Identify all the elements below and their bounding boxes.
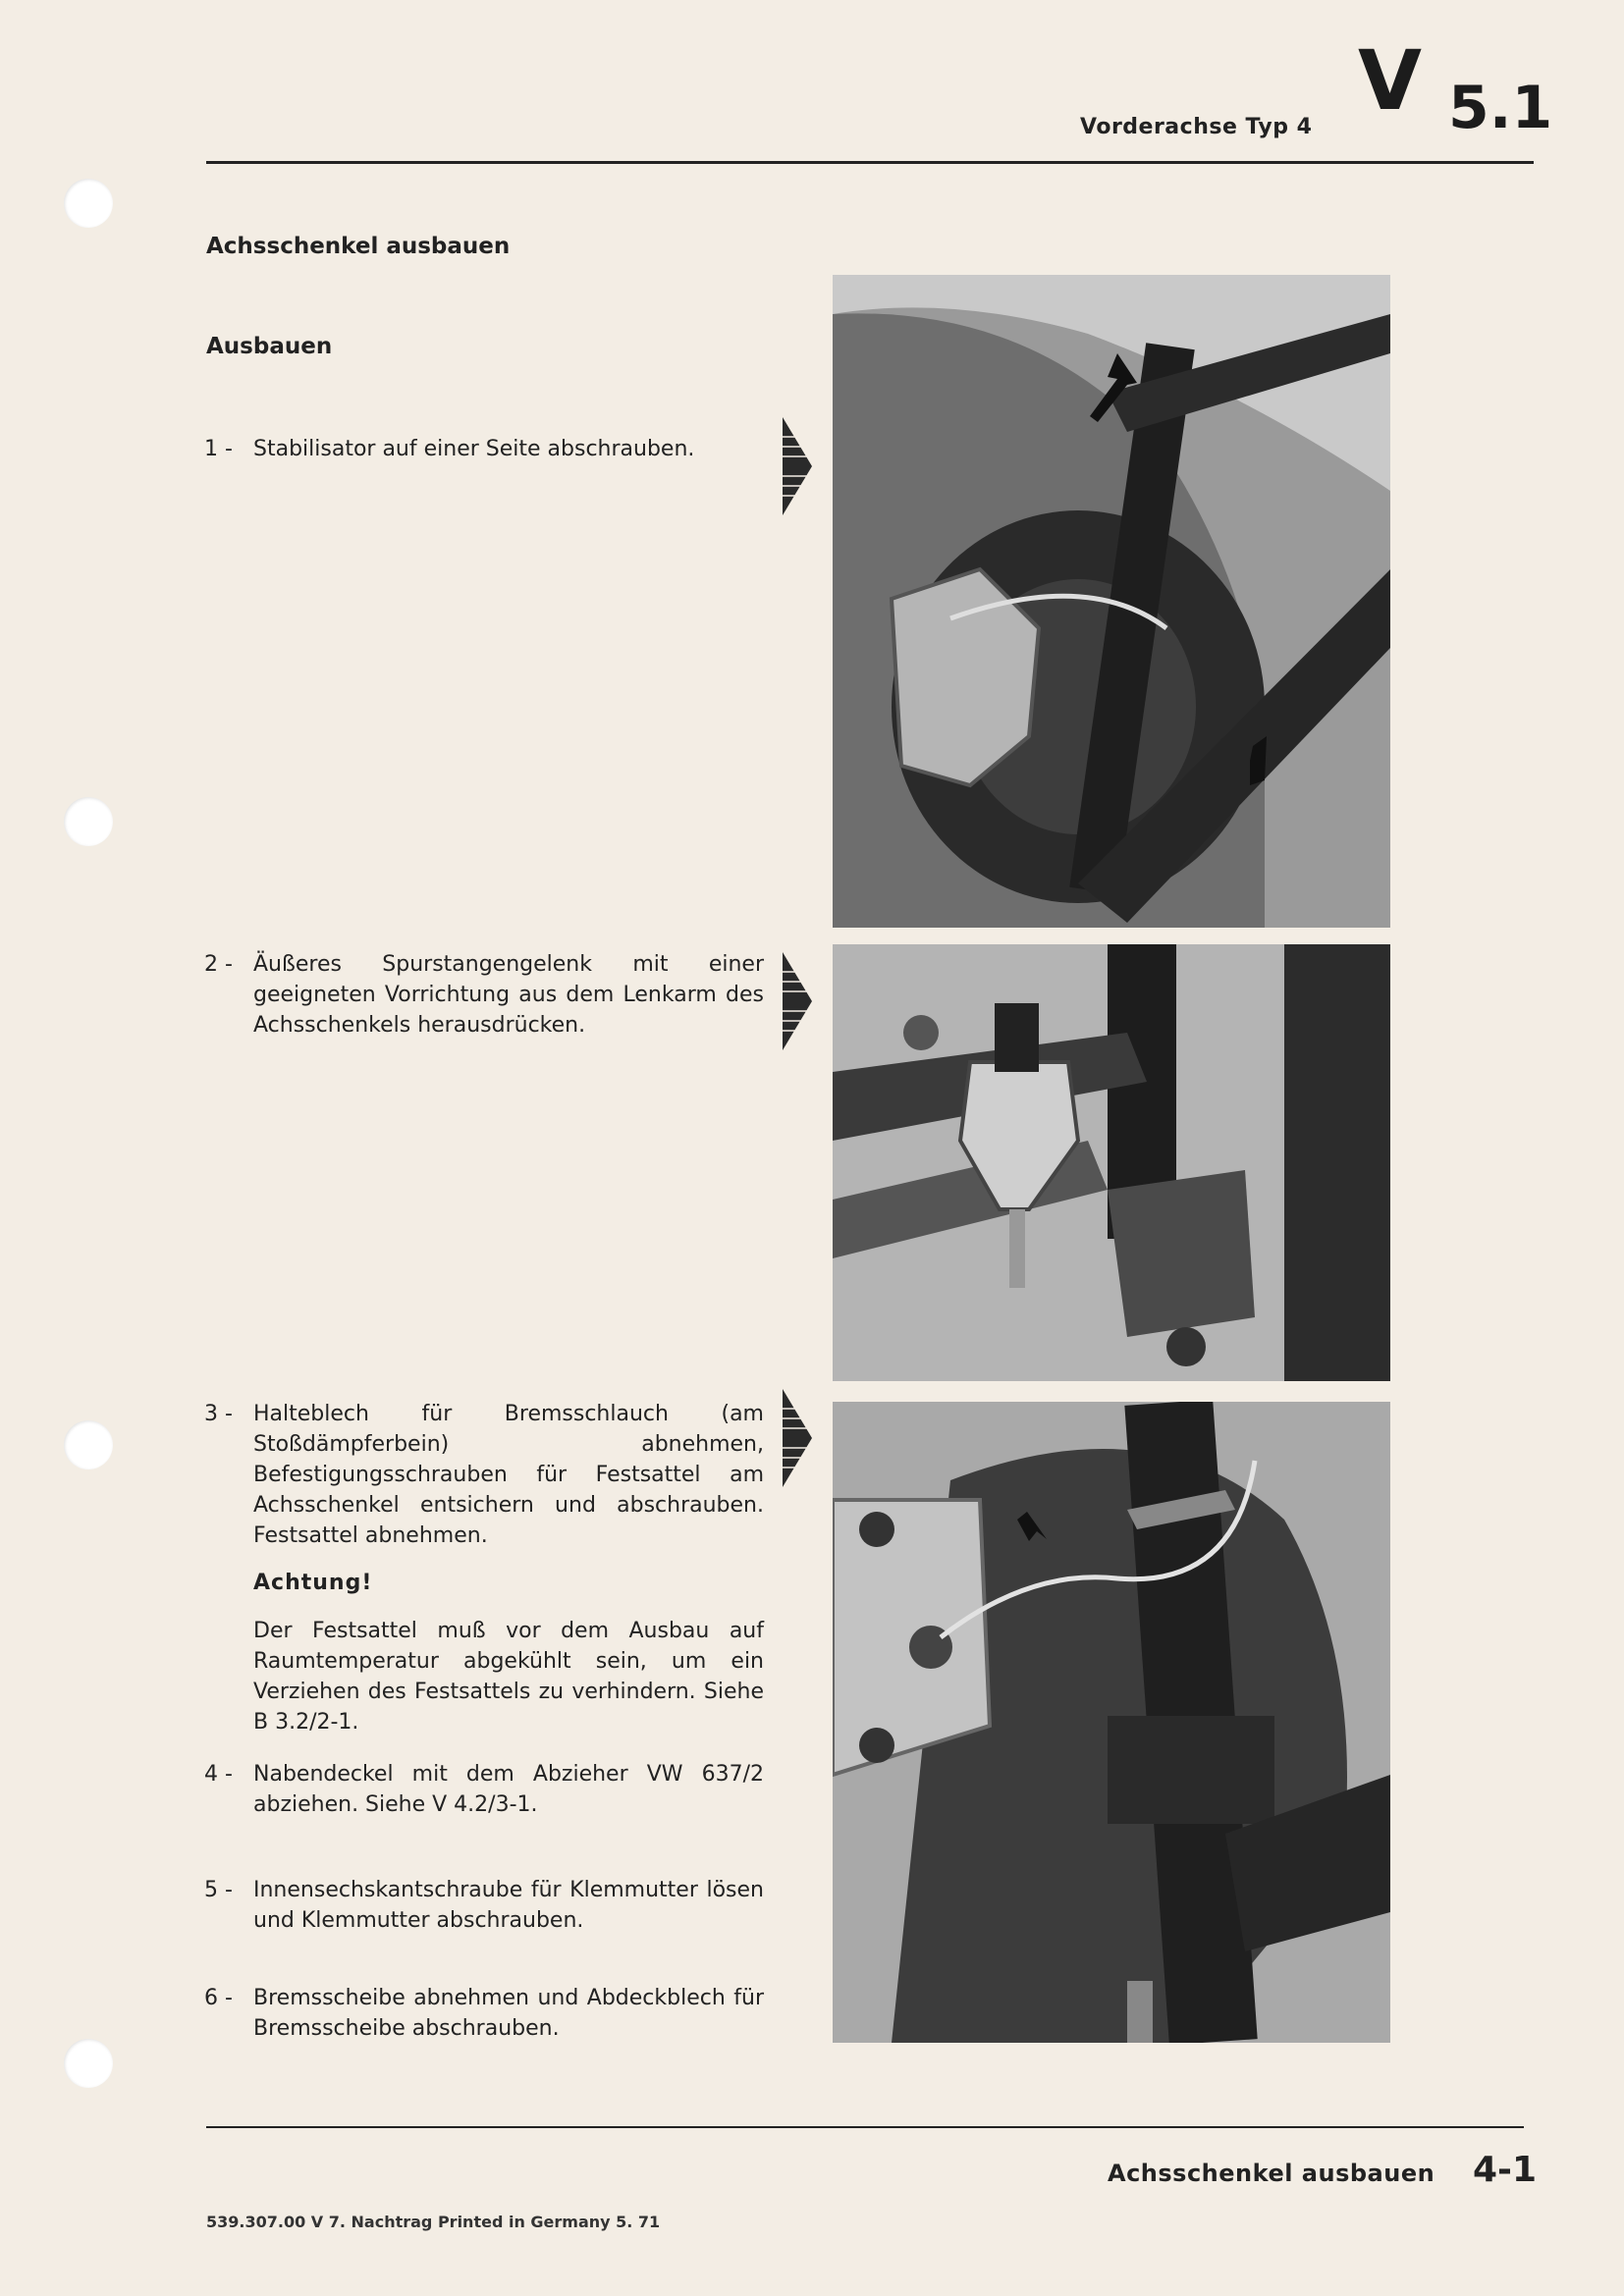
step-number: 2 - bbox=[204, 952, 233, 977]
section-number: 5.1 bbox=[1448, 74, 1553, 142]
footer-rule bbox=[206, 2126, 1524, 2128]
warning-title: Achtung! bbox=[253, 1571, 373, 1595]
step-1 bbox=[204, 434, 764, 464]
step-number: 5 - bbox=[204, 1878, 233, 1902]
pointer-arrow-icon bbox=[781, 417, 814, 515]
photo-brake-caliper bbox=[833, 1402, 1390, 2043]
step-number: 4 - bbox=[204, 1762, 233, 1787]
header-rule bbox=[206, 161, 1534, 164]
warning-text: Der Festsattel muß vor dem Ausbau auf Raumtemperatur abgekühlt sein, um ein Verziehen des Festsattels zu verhindern. Siehe B 3.2/2-1. bbox=[253, 1619, 764, 1735]
punch-hole bbox=[64, 797, 113, 846]
step-text: Bremsscheibe abnehmen und Abdeckblech für Bremsscheibe abschrauben. bbox=[253, 1986, 764, 2041]
step-text: Stabilisator auf einer Seite abschrauben. bbox=[253, 437, 695, 461]
punch-hole bbox=[64, 2039, 113, 2088]
print-info: 539.307.00 V 7. Nachtrag Printed in Germany 5. 71 bbox=[206, 2213, 661, 2231]
footer-title: Achsschenkel ausbauen bbox=[1108, 2160, 1435, 2187]
step-2 bbox=[204, 949, 764, 1041]
step-text: Nabendeckel mit dem Abzieher VW 637/2 abziehen. Siehe V 4.2/3-1. bbox=[253, 1762, 764, 1817]
step-6 bbox=[204, 1983, 764, 2044]
section-letter: V bbox=[1358, 32, 1423, 129]
step-4 bbox=[204, 1759, 764, 1820]
pointer-arrow-icon bbox=[781, 1389, 814, 1487]
punch-hole bbox=[64, 179, 113, 228]
subheading: Ausbauen bbox=[206, 334, 333, 359]
step-5 bbox=[204, 1875, 764, 1936]
punch-hole bbox=[64, 1420, 113, 1469]
pointer-arrow-icon bbox=[781, 952, 814, 1050]
step-text: Innensechskantschraube für Klemmutter lösen und Klemmutter abschrauben. bbox=[253, 1878, 764, 1933]
photo-stabilizer bbox=[833, 275, 1390, 928]
step-text: Äußeres Spurstangengelenk mit einer geeigneten Vorrichtung aus dem Lenkarm des Achsschenkels herausdrücken. bbox=[253, 952, 764, 1038]
step-number: 6 - bbox=[204, 1986, 233, 2010]
step-text: Halteblech für Bremsschlauch (am Stoßdämpferbein) abnehmen, Befestigungsschrauben für Festsattel am Achsschenkel entsichern und abschrauben. Festsattel abnehmen. bbox=[253, 1402, 764, 1548]
step-3 bbox=[204, 1399, 764, 1551]
photo-tie-rod-puller bbox=[833, 944, 1390, 1381]
step-number: 1 - bbox=[204, 437, 233, 461]
page-number: 4-1 bbox=[1473, 2150, 1538, 2190]
header-title: Vorderachse Typ 4 bbox=[1080, 115, 1313, 139]
page-heading: Achsschenkel ausbauen bbox=[206, 234, 511, 259]
step-number: 3 - bbox=[204, 1402, 233, 1426]
